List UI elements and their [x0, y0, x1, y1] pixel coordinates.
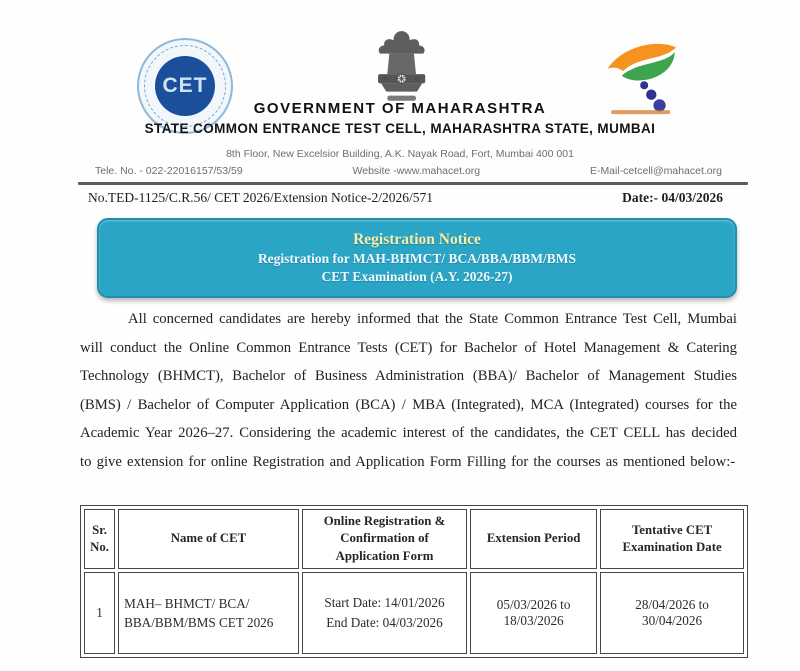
website-text: Website -www.mahacet.org	[352, 165, 481, 177]
header-registration: Online Registration & Confirmation of Application Form	[302, 509, 467, 569]
email-text: E-Mail-cetcell@mahacet.org	[589, 165, 722, 177]
table-row	[84, 572, 744, 654]
cell-cet-name: MAH– BHMCT/ BCA/ BBA/BBM/BMS CET 2026	[118, 572, 299, 654]
banner-title: Registration Notice	[353, 231, 481, 248]
cell-registration-dates	[302, 572, 467, 654]
telephone-number: Tele. No. - 022-22016157/53/59	[95, 165, 243, 177]
department-title: STATE COMMON ENTRANCE TEST CELL, MAHARASHTRA STATE, MUMBAI	[144, 121, 656, 136]
reference-number: No.TED-1125/C.R.56/ CET 2026/Extension Notice-2/2026/571	[88, 190, 433, 205]
office-address: 8th Floor, New Excelsior Building, A.K. Nayak Road, Fort, Mumbai 400 001	[226, 148, 574, 160]
cell-extension-period: 05/03/2026 to 18/03/2026	[470, 572, 597, 654]
registration-notice-banner	[97, 218, 737, 298]
contact-row	[95, 165, 722, 177]
banner-line-2: Registration for MAH-BHMCT/ BCA/BBA/BBM/BMS	[257, 251, 577, 266]
header-name-of-cet: Name of CET	[118, 509, 299, 569]
registration-end-date: End Date: 04/03/2026	[326, 614, 443, 630]
extension-schedule-table	[80, 505, 748, 658]
registration-start-date: Start Date: 14/01/2026	[324, 595, 445, 610]
notice-body-paragraph: All concerned candidates are hereby informed that the State Common Entrance Test Cell, Mumbai will conduct the Online Common Entrance Tests (CET) for Bachelor of Hotel Management & Catering Technology (BHMCT), Bachelor of Business Administration (BBA)/ Bachelor of Management Studies (BMS) / Bachelor of Computer Application (BCA) / MBA (Integrated), MCA (Integrated) courses for the Academic Year 2026–27. Considering the academic interest of the candidates, the CET CELL has decided to give extension for online Registration and Application Form Filling for the courses as mentioned below:-	[80, 311, 737, 470]
cet-logo-text: CET	[155, 56, 215, 116]
banner-line-3: CET Examination (A.Y. 2026-27)	[321, 269, 513, 284]
header-sr-no: Sr. No.	[84, 509, 115, 569]
cell-sr-no: 1	[84, 572, 115, 654]
table-header-row	[84, 509, 744, 569]
header-exam-date: Tentative CET Examination Date	[600, 509, 744, 569]
government-title: GOVERNMENT OF MAHARASHTRA	[253, 100, 547, 117]
header-extension: Extension Period	[470, 509, 597, 569]
cet-cell-logo	[137, 38, 233, 134]
header-divider	[78, 182, 748, 185]
reference-row	[88, 190, 723, 206]
notice-date: Date:- 04/03/2026	[622, 190, 723, 205]
cell-exam-date: 28/04/2026 to 30/04/2026	[600, 572, 744, 654]
